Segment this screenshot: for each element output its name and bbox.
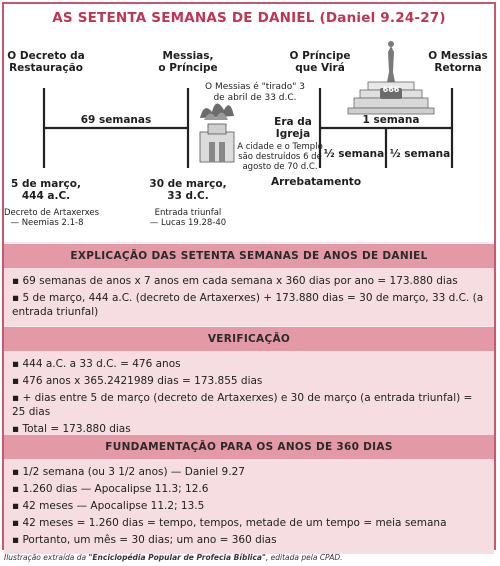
list-item: ▪ 42 meses = 1.260 dias = tempo, tempos, metade de um tempo = meia semana — [12, 517, 447, 529]
list-item: ▪ 1/2 semana (ou 3 1/2 anos) — Daniel 9.27 — [12, 466, 245, 478]
label-church-age: Era da Igreja — [274, 116, 312, 140]
list-item: ▪ Total = 173.880 dias — [12, 423, 131, 435]
list-item: ▪ 444 a.C. a 33 d.C. = 476 anos — [12, 358, 181, 370]
list-item: ▪ 5 de março, 444 a.C. (decreto de Artaxerxes) + 173.880 dias = 30 de março, 33 d.C. (a entrada triunfal) — [12, 292, 484, 318]
image-caption: Ilustração extraída da "Enciclopédia Popular de Profecia Bíblica", editada pela CPAD. — [4, 553, 343, 562]
label-rapture: Arrebatamento — [270, 176, 362, 188]
list-item: ▪ 42 meses — Apocalipse 11.2; 13.5 — [12, 500, 205, 512]
page-title: AS SETENTA SEMANAS DE DANIEL (Daniel 9.24-27) — [4, 4, 494, 32]
label-decree: O Decreto da Restauração — [7, 50, 85, 74]
label-1-week: 1 semana — [362, 114, 420, 126]
timeline-diagram — [4, 32, 494, 242]
note-temple-destroyed: A cidade e o Templo são destruídos 6 de agosto de 70 d.C. — [237, 142, 323, 172]
ref-decree: Decreto de Artaxerxes — Neemias 2.1-8 — [4, 208, 100, 228]
section-360-heading: FUNDAMENTAÇÃO PARA OS ANOS DE 360 DIAS — [4, 435, 494, 459]
section-explanation-heading: EXPLICAÇÃO DAS SETENTA SEMANAS DE ANOS DE DANIEL — [4, 244, 494, 268]
label-prince-to-come: O Príncipe que Virá — [289, 50, 351, 74]
list-item: ▪ Portanto, um mês = 30 dias; um ano = 360 dias — [12, 534, 277, 546]
ref-triumphal-entry: Entrada triunfal — Lucas 19.28-40 — [149, 208, 227, 228]
date-triumphal-entry: 30 de março, 33 d.C. — [149, 178, 227, 202]
note-messiah-cut-off: O Messias é "tirado" 3 de abril de 33 d.C. — [205, 82, 305, 103]
list-item: ▪ 69 semanas de anos x 7 anos em cada semana x 360 dias por ano = 173.880 dias — [12, 275, 458, 287]
label-half-week-left: ½ semana — [323, 148, 385, 160]
label-69-weeks: 69 semanas — [80, 114, 152, 126]
label-messiah-returns: O Messias Retorna — [428, 50, 488, 74]
section-verification-body — [4, 351, 494, 443]
list-item: ▪ + dias entre 5 de março (decreto de Artaxerxes) e 30 de março (a entrada triunfal) = 25 dias — [12, 392, 473, 418]
list-item: ▪ 1.260 dias — Apocalipse 11.3; 12.6 — [12, 483, 209, 495]
list-item: ▪ 476 anos x 365.2421989 dias = 173.855 dias — [12, 375, 263, 387]
label-messiah-prince: Messias, o Príncipe — [158, 50, 218, 74]
label-half-week-right: ½ semana — [389, 148, 451, 160]
section-360-body — [4, 459, 494, 554]
badge-666: 666 — [382, 85, 400, 94]
section-verification — [4, 327, 494, 443]
section-360-day-years — [4, 435, 494, 554]
temple-ruin-icon — [200, 103, 234, 162]
date-decree: 5 de março, 444 a.C. — [11, 178, 81, 202]
section-verification-heading: VERIFICAÇÃO — [4, 327, 494, 351]
section-explanation — [4, 244, 494, 326]
section-explanation-body — [4, 268, 494, 326]
chart-frame — [2, 2, 496, 550]
